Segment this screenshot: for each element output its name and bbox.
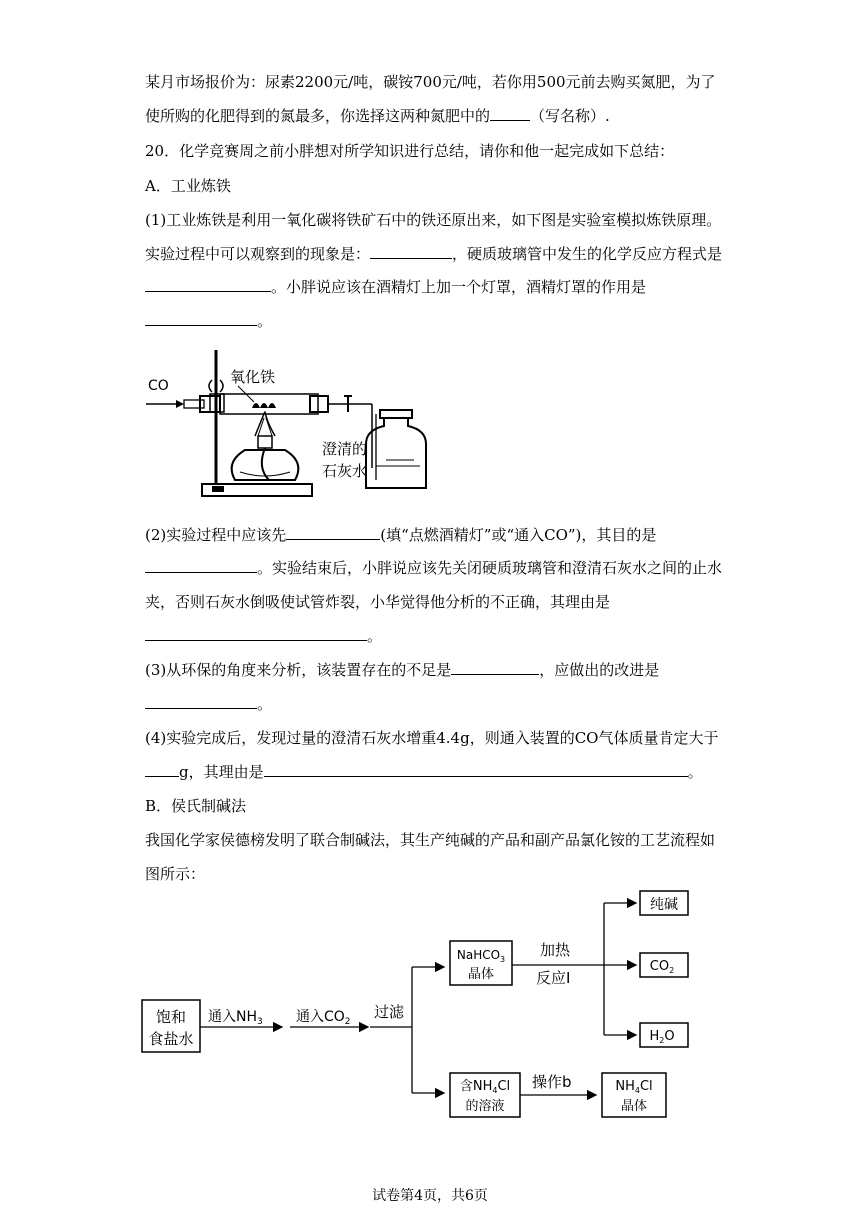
page-footer: 试卷第4页，共6页 bbox=[372, 1188, 488, 1204]
text-line: 。实验结束后，小胖说应该先关闭硬质玻璃管和澄清石灰水之间的止水 bbox=[145, 558, 722, 578]
question-20-heading: 20．化学竞赛周之前小胖想对所学知识进行总结，请你和他一起完成如下总结： bbox=[145, 142, 675, 160]
text-line: (3)从环保的角度来分析，该装置存在的不足是 ，应做出的改进是 bbox=[145, 661, 660, 679]
filter-label: 过滤 bbox=[374, 1003, 405, 1021]
answer-blank[interactable] bbox=[145, 277, 271, 292]
nahco3-crystal-label: 晶体 bbox=[467, 967, 495, 982]
text-line: 。 bbox=[145, 626, 382, 646]
text-line: (1)工业炼铁是利用一氧化碳将铁矿石中的铁还原出来，如下图是实验室模拟炼铁原理。 bbox=[145, 211, 722, 229]
text-line: 我国化学家侯德榜发明了联合制碱法，其生产纯碱的产品和副产品氯化铵的工艺流程如 bbox=[145, 831, 716, 849]
nh4cl-solution-label: 含$NH_4Cl$ bbox=[459, 1079, 511, 1095]
answer-blank[interactable] bbox=[451, 660, 539, 675]
iron-smelting-apparatus bbox=[140, 340, 440, 505]
answer-blank[interactable] bbox=[145, 694, 257, 709]
answer-blank[interactable] bbox=[370, 244, 452, 259]
answer-blank[interactable] bbox=[145, 762, 179, 777]
text-line: 夹，否则石灰水倒吸使试管炸裂，小华觉得他分析的不正确，其理由是 bbox=[145, 593, 611, 611]
limewater-label-1: 澄清的 bbox=[322, 440, 368, 458]
text-line: (2)实验过程中应该先 (填“点燃酒精灯”或“通入CO”)，其目的是 bbox=[145, 526, 657, 544]
text-line: 。 bbox=[145, 311, 272, 331]
text-line: 图所示： bbox=[145, 865, 206, 883]
process-flowchart bbox=[140, 885, 720, 1125]
co-label: CO bbox=[148, 378, 169, 394]
text-line: 。 bbox=[145, 694, 272, 714]
iron-oxide-label: 氧化铁 bbox=[230, 368, 276, 386]
limewater-label-2: 石灰水 bbox=[322, 462, 368, 480]
nh4cl-crystal-label: $NH_4Cl$ bbox=[615, 1079, 653, 1095]
answer-blank[interactable] bbox=[490, 106, 530, 121]
answer-blank[interactable] bbox=[264, 762, 688, 777]
text-line: 使所购的化肥得到的氮最多，你选择这两种氮肥中的 （写名称）. bbox=[145, 107, 610, 125]
co2-feed-label: 通入$CO_2$ bbox=[296, 1009, 351, 1027]
brine-label-1: 饱和 bbox=[155, 1008, 187, 1026]
section-b-heading: B．侯氏制碱法 bbox=[145, 797, 247, 815]
nh4cl-crystal-label-2: 晶体 bbox=[620, 1099, 648, 1114]
h2o-label: $H_2O$ bbox=[649, 1029, 675, 1045]
text-line: 实验过程中可以观察到的现象是： ，硬质玻璃管中发生的化学反应方程式是 bbox=[145, 245, 723, 263]
answer-blank[interactable] bbox=[145, 558, 257, 573]
answer-blank[interactable] bbox=[145, 311, 257, 326]
nh3-label: 通入$NH_3$ bbox=[208, 1009, 263, 1027]
text-line: g，其理由是 。 bbox=[145, 762, 703, 782]
answer-blank[interactable] bbox=[286, 525, 380, 540]
reaction-label: 反应Ⅰ bbox=[536, 969, 571, 987]
operation-b-label: 操作b bbox=[532, 1073, 572, 1091]
section-a-heading: A．工业炼铁 bbox=[145, 177, 231, 195]
co2-product-label: $CO_2$ bbox=[649, 959, 675, 975]
soda-label: 纯碱 bbox=[650, 897, 678, 913]
text-line: 。小胖说应该在酒精灯上加一个灯罩，酒精灯罩的作用是 bbox=[145, 277, 646, 297]
nahco3-label: NaHCO$_3$ bbox=[456, 948, 506, 964]
nh4cl-solution-label-2: 的溶液 bbox=[465, 1099, 505, 1114]
answer-blank[interactable] bbox=[145, 626, 367, 641]
heat-label: 加热 bbox=[540, 941, 571, 959]
text-line: 某月市场报价为：尿素2200元/吨，碳铵700元/吨，若你用500元前去购买氮肥，为了 bbox=[145, 73, 716, 91]
text-line: (4)实验完成后，发现过量的澄清石灰水增重4.4g，则通入装置的CO气体质量肯定大于 bbox=[145, 729, 719, 747]
brine-label-2: 食盐水 bbox=[148, 1030, 194, 1048]
